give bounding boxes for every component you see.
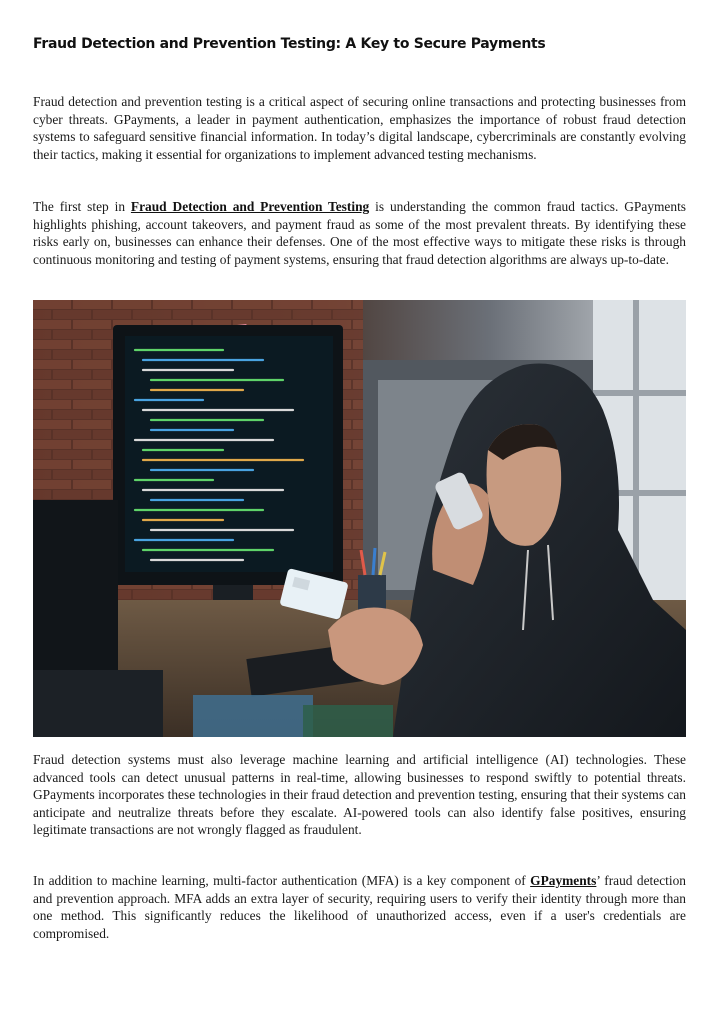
fraud-detection-link[interactable]: Fraud Detection and Prevention Testing: [130, 199, 370, 214]
paragraph-intro: Fraud detection and prevention testing is a critical aspect of securing online transactions and protecting businesses from cyber threats. GPayments, a leader in payment authentication, emphasizes the importance of robust fraud detection systems to safeguard sensitive financial information. In today’s digital landscape, cybercriminals are constantly evolving their tactics, making it essential for organizations to implement advanced testing mechanisms.: [33, 94, 686, 162]
p4-text-after: ’ fraud detection and prevention approach. MFA adds an extra layer of security, requiring users to verify their identity through more than one method. This significantly reduces the likelihood of unauthorized access, even if a user's credentials are compromised.: [33, 873, 686, 941]
p4-text-before: In addition to machine learning, multi-factor authentication (MFA) is a key component of: [33, 873, 531, 888]
paragraph-mfa: [33, 872, 686, 942]
paragraph-machine-learning: Fraud detection systems must also leverage machine learning and artificial intelligence (AI) technologies. These advanced tools can detect unusual patterns in real-time, allowing businesses to respond swiftly to potential threats. GPayments incorporates these technologies in their fraud detection and prevention testing, ensuring that their systems can anticipate and neutralize threats before they escalate. AI-powered tools can also identify false positives, ensuring legitimate transactions are not wrongly flagged as fraudulent.: [33, 752, 686, 838]
p2-text-before: The first step in: [33, 199, 131, 214]
hacker-photo-illustration: [33, 300, 686, 737]
paragraph-first-step: [33, 198, 686, 268]
article-title: Fraud Detection and Prevention Testing: A Key to Secure Payments: [33, 36, 546, 52]
gpayments-link[interactable]: GPayments: [530, 873, 597, 888]
hacker-photo: [33, 300, 686, 737]
p2-text-after: is understanding the common fraud tactics. GPayments highlights phishing, account takeovers, and payment fraud as some of the most prevalent threats. By identifying these risks early on, businesses can enhance their defenses. One of the most effective ways to mitigate these risks is through continuous monitoring and testing of payment systems, ensuring that fraud detection algorithms are always up-to-date.: [33, 199, 686, 267]
